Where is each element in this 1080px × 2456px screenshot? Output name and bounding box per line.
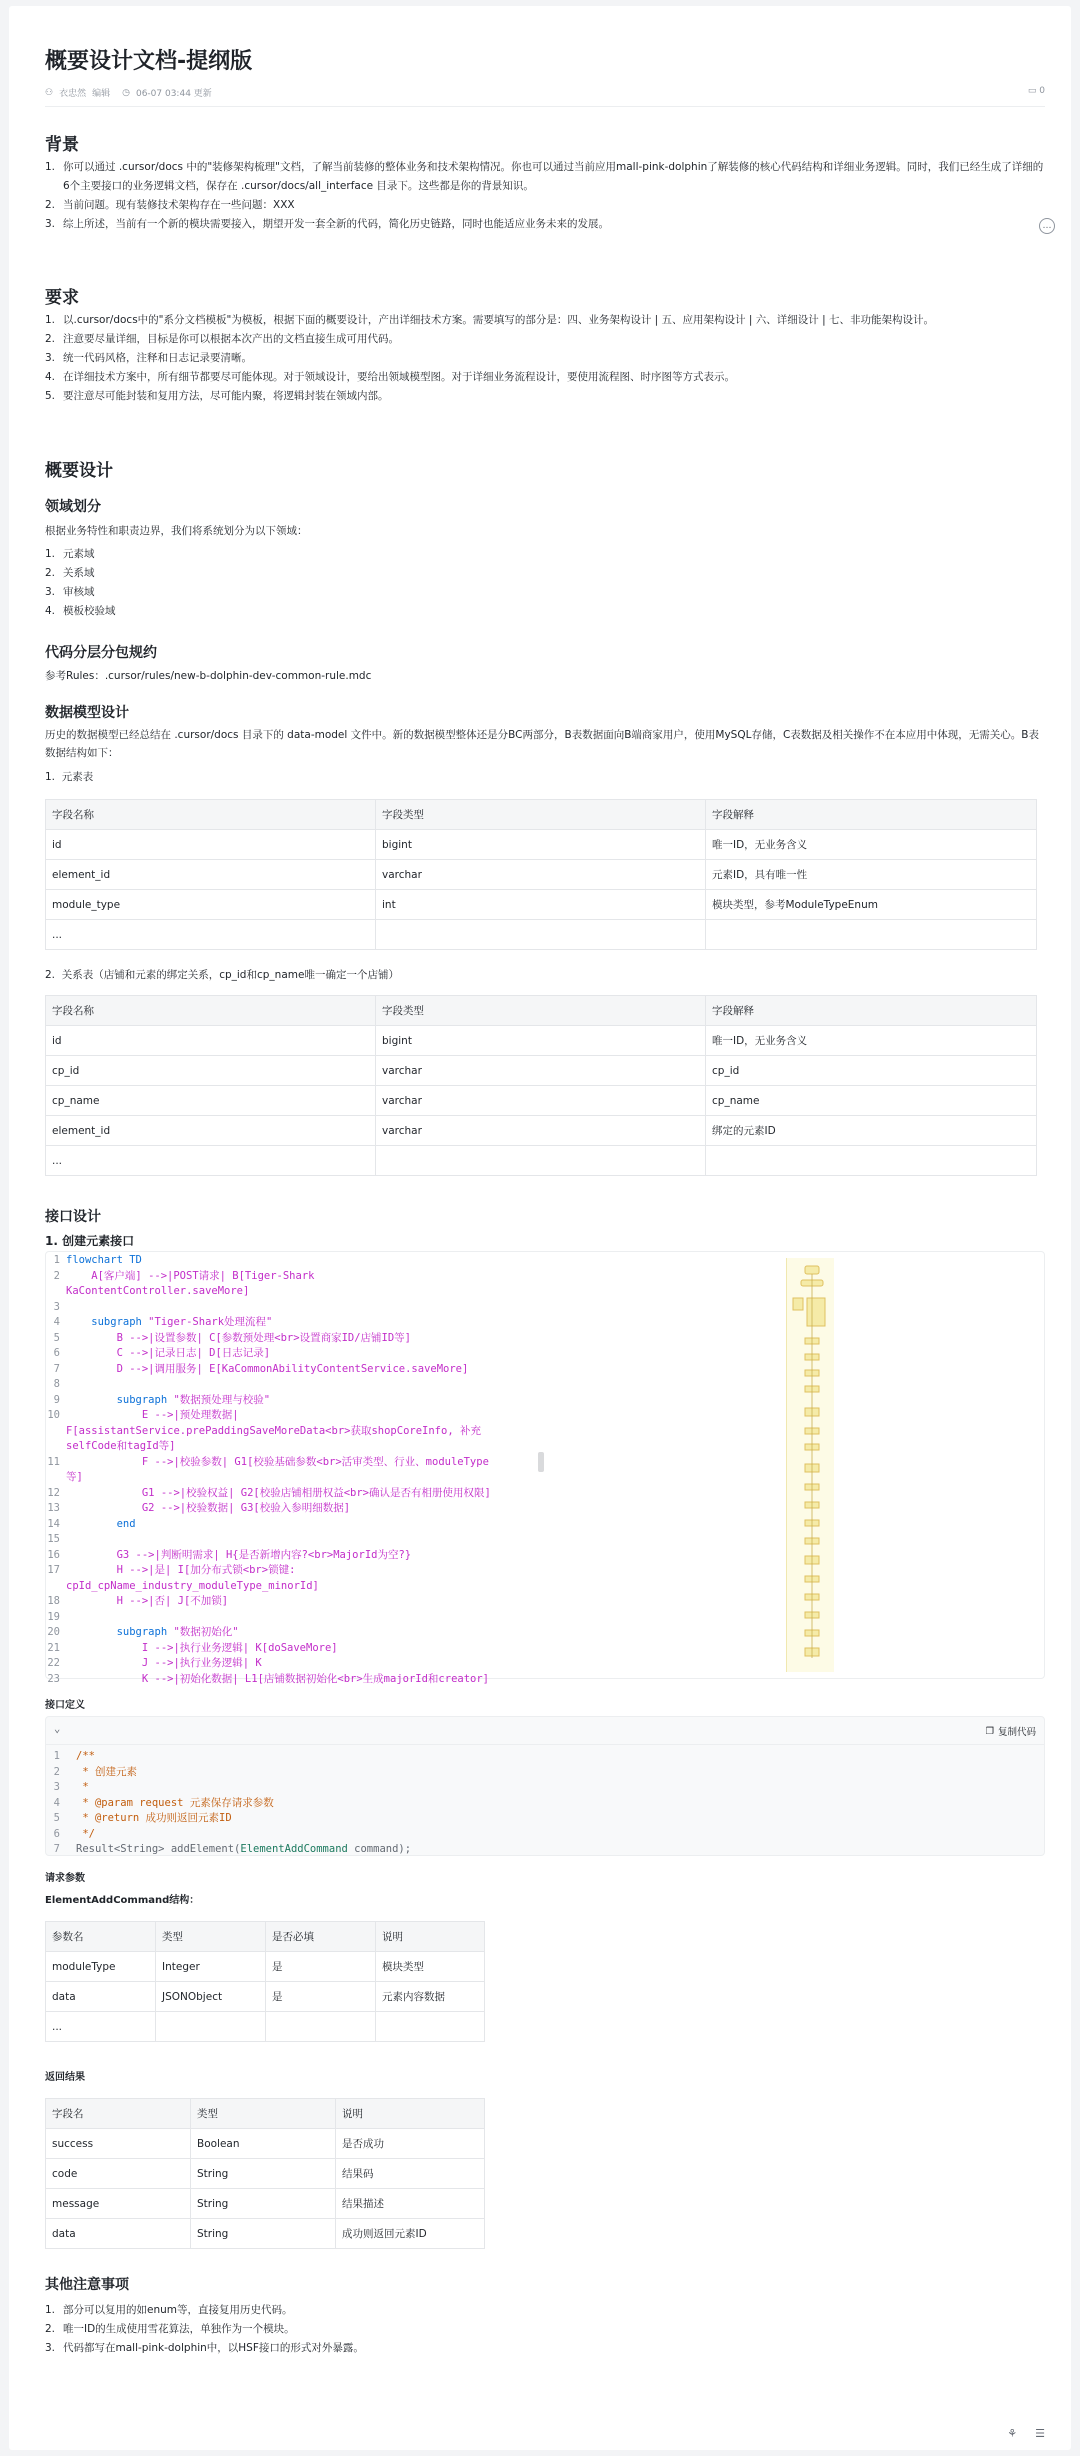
line-number: 14 xyxy=(47,1517,60,1530)
table-cell: int xyxy=(376,890,706,920)
domain-list xyxy=(45,545,1045,621)
table-cell: data xyxy=(46,1982,156,2012)
table-header-cell: 字段解释 xyxy=(706,996,1037,1026)
table-header-cell: 说明 xyxy=(336,2099,485,2129)
table-cell: cp_name xyxy=(46,1086,376,1116)
table-cell: 成功则返回元素ID xyxy=(336,2219,485,2249)
code-line xyxy=(46,1842,1044,1858)
table-cell: data xyxy=(46,2219,191,2249)
table-header-cell: 字段名称 xyxy=(46,800,376,830)
code-token: command); xyxy=(347,1843,412,1855)
model-intro: 历史的数据模型已经总结在 .cursor/docs 目录下的 data-model 文件中。新的数据模型整体还是分BC两部分，B表数据面向B端商家用户，使用MySQL存储，C表数据及相关操作不在本应用中体现，无需关心。B表数据结构如下： xyxy=(45,729,1039,759)
code-text: G1 -->|校验权益| G2[校验店铺相册权益<br>确认是否有相册使用权限] xyxy=(66,1486,491,1499)
list-item: 3. 代码都写在mall-pink-dolphin中，以HSF接口的形式对外暴露。 xyxy=(45,2339,1045,2358)
table-header-cell: 字段名称 xyxy=(46,996,376,1026)
line-number: 15 xyxy=(47,1533,60,1545)
outline-icon[interactable]: ☰ xyxy=(1035,2427,1045,2440)
line-number: 12 xyxy=(47,1486,60,1499)
table-cell: success xyxy=(46,2129,191,2159)
table-cell: cp_name xyxy=(706,1086,1037,1116)
code-line xyxy=(46,1331,1044,1347)
list-item-text: 部分可以复用的如enum等，直接复用历史代码。 xyxy=(63,2304,293,2316)
table-cell: moduleType xyxy=(46,1952,156,1982)
code-line xyxy=(46,1579,1044,1595)
line-number: 17 xyxy=(47,1564,60,1576)
background-list xyxy=(45,158,1045,234)
line-number: 6 xyxy=(53,1827,60,1840)
line-number: 22 xyxy=(47,1657,60,1669)
line-number: 4 xyxy=(53,1316,60,1328)
line-number: 20 xyxy=(47,1626,60,1638)
code-line xyxy=(46,1827,1044,1843)
code-line xyxy=(46,1672,1044,1688)
line-number: 5 xyxy=(53,1812,60,1824)
code-line xyxy=(46,1501,1044,1517)
table-cell: bigint xyxy=(376,1026,706,1056)
table-cell: element_id xyxy=(46,1116,376,1146)
list-item: 4. 在详细技术方案中，所有细节都要尽可能体现。对于领域设计，要给出领域模型图。对于详细业务流程设计，要使用流程图、时序图等方式表示。 xyxy=(45,368,1045,387)
code-text: F[assistantService.prePaddingSaveMoreData<br>获取shopCoreInfo, 补充 xyxy=(66,1424,481,1437)
table-cell: String xyxy=(191,2219,336,2249)
comments-count[interactable] xyxy=(1028,86,1045,96)
title-divider xyxy=(45,106,1045,107)
table2-title-text: 关系表（店铺和元素的绑定关系，cp_id和cp_name唯一确定一个店铺） xyxy=(61,969,399,981)
line-number: 2 xyxy=(53,1765,60,1778)
code-text: E -->|预处理数据| xyxy=(66,1409,239,1421)
list-item-text: 代码都写在mall-pink-dolphin中，以HSF接口的形式对外暴露。 xyxy=(63,2342,364,2354)
table-header-cell: 字段类型 xyxy=(376,996,706,1026)
list-item: 1. 部分可以复用的如enum等，直接复用历史代码。 xyxy=(45,2301,1045,2320)
line-number: 4 xyxy=(53,1796,60,1809)
line-number: 8 xyxy=(53,1378,60,1390)
table-row xyxy=(46,1146,1037,1176)
list-item-text: 关系域 xyxy=(63,567,95,579)
code-line xyxy=(46,1765,1044,1781)
table-row xyxy=(46,1026,1037,1056)
code-line xyxy=(46,1610,1044,1626)
copy-code-label: 复制代码 xyxy=(997,1727,1036,1738)
code-text: cpId_cpName_industry_moduleType_minorId] xyxy=(66,1579,319,1592)
list-item: 1. 以.cursor/docs中的"系分文档模板"为模板，根据下面的概要设计，产出详细技术方案。需要填写的部分是：四、业务架构设计 | 五、应用架构设计 | 六、详细设计 | 七、非功能架构设计。 xyxy=(45,311,1045,330)
code-text: G3 -->|判断明需求| H{是否新增内容?<br>MajorId为空?} xyxy=(66,1548,412,1561)
line-number xyxy=(46,1470,66,1486)
overview-heading: 概要设计 xyxy=(45,461,113,481)
code-text: subgraph "数据初始化" xyxy=(66,1626,239,1638)
ai-assistant-icon[interactable]: ⚘ xyxy=(1007,2427,1018,2440)
code-line xyxy=(46,1517,1044,1533)
document-page xyxy=(9,6,1071,2450)
code-text: flowchart TD xyxy=(66,1254,142,1266)
line-number: 13 xyxy=(47,1502,60,1514)
code-text: F -->|校验参数| G1[校验基础参数<br>活审类型、行业、moduleType xyxy=(66,1455,489,1468)
code-text: B -->|设置参数| C[参数预处理<br>设置商家ID/店铺ID等] xyxy=(66,1331,412,1344)
table-header-cell: 参数名 xyxy=(46,1922,156,1952)
list-item-text: 统一代码风格，注释和日志记录要清晰。 xyxy=(63,352,252,364)
line-number xyxy=(46,1284,66,1300)
code-text: H -->|是| I[加分布式锁<br>锁键: xyxy=(66,1564,296,1576)
resp-heading: 返回结果 xyxy=(45,2072,85,2083)
element-table xyxy=(45,799,1037,950)
code-text: C -->|记录日志| D[日志记录] xyxy=(66,1347,271,1359)
requirements-heading: 要求 xyxy=(45,288,79,308)
code-text xyxy=(66,1842,411,1858)
table-cell: code xyxy=(46,2159,191,2189)
table-cell: JSONObject xyxy=(156,1982,266,2012)
comment-icon: ▭ xyxy=(1027,86,1037,96)
code-line xyxy=(46,1780,1044,1796)
code-line xyxy=(46,1377,1044,1393)
table-cell: String xyxy=(191,2159,336,2189)
code-line xyxy=(46,1362,1044,1378)
relation-table xyxy=(45,995,1037,1176)
list-item-text: 审核域 xyxy=(63,586,95,598)
code-string: "数据初始化" xyxy=(167,1626,239,1638)
table-cell: bigint xyxy=(376,830,706,860)
list-item: 1. 元素域 xyxy=(45,545,1045,564)
table-cell: 模块类型 xyxy=(376,1952,485,1982)
doc-title: 概要设计文档-提纲版 xyxy=(45,49,253,74)
code-token: ElementAddCommand xyxy=(240,1843,348,1855)
table-cell: Integer xyxy=(156,1952,266,1982)
table-cell xyxy=(376,2012,485,2042)
chevron-down-icon[interactable]: ⌄ xyxy=(54,1723,61,1735)
code-line xyxy=(46,1656,1044,1672)
table-header-row xyxy=(46,800,1037,830)
line-number: 16 xyxy=(47,1548,60,1561)
table-cell: 元素内容数据 xyxy=(376,1982,485,2012)
code-text: subgraph "Tiger-Shark处理流程" xyxy=(66,1316,273,1328)
def-heading: 接口定义 xyxy=(45,1700,85,1711)
table-cell: Boolean xyxy=(191,2129,336,2159)
domain-intro: 根据业务特性和职责边界，我们将系统划分为以下领域： xyxy=(45,525,308,537)
code-line xyxy=(46,1548,1044,1564)
code-text: * @param request 元素保存请求参数 xyxy=(76,1796,274,1809)
table-cell: 结果码 xyxy=(336,2159,485,2189)
table-cell: varchar xyxy=(376,1056,706,1086)
list-item-text: 注意要尽量详细，目标是你可以根据本次产出的文档直接生成可用代码。 xyxy=(63,333,399,345)
response-table xyxy=(45,2098,485,2249)
table-cell: ... xyxy=(46,920,376,950)
table-row xyxy=(46,1056,1037,1086)
list-item: 2. 关系域 xyxy=(45,564,1045,583)
code-text: end xyxy=(66,1517,136,1530)
code-text: */ xyxy=(76,1827,95,1840)
req-struct: ElementAddCommand结构： xyxy=(45,1895,200,1906)
table-cell xyxy=(706,920,1037,950)
line-number: 7 xyxy=(53,1362,60,1375)
table1-title: 1. 元素表 xyxy=(45,771,94,783)
table-cell: varchar xyxy=(376,860,706,890)
list-item-text: 元素域 xyxy=(63,548,95,560)
table1-title-text: 元素表 xyxy=(61,771,94,783)
code-line xyxy=(46,1594,1044,1610)
minimap-shapes xyxy=(793,1266,825,1656)
line-number: 21 xyxy=(47,1641,60,1654)
table-header-row xyxy=(46,996,1037,1026)
table-row xyxy=(46,1116,1037,1146)
code-line xyxy=(46,1300,1044,1316)
line-number xyxy=(46,1424,66,1440)
code-text: KaContentController.saveMore] xyxy=(66,1285,250,1297)
table-cell xyxy=(376,1146,706,1176)
table-header-cell: 字段类型 xyxy=(376,800,706,830)
table-cell: ... xyxy=(46,1146,376,1176)
line-number xyxy=(46,1579,66,1595)
table-cell: String xyxy=(191,2189,336,2219)
line-number: 23 xyxy=(47,1672,60,1685)
doc-edit-label: 编辑 xyxy=(92,89,111,99)
list-item: 4. 模板校验域 xyxy=(45,602,1045,621)
table-cell: ... xyxy=(46,2012,156,2042)
minimap-svg xyxy=(787,1258,835,1672)
code-line xyxy=(46,1315,1044,1331)
table-row xyxy=(46,2219,485,2249)
list-item: 3. 综上所述，当前有一个新的模块需要接入，期望开发一套全新的代码，简化历史链路，同时也能适应业务未来的发展。 xyxy=(45,215,1045,234)
list-item-text: 在详细技术方案中，所有细节都要尽可能体现。对于领域设计，要给出领域模型图。对于详细业务流程设计，要使用流程图、时序图等方式表示。 xyxy=(63,371,735,383)
code-text: * 创建元素 xyxy=(76,1765,137,1778)
package-heading: 代码分层分包规约 xyxy=(45,645,157,661)
table-cell: 模块类型，参考ModuleTypeEnum xyxy=(706,890,1037,920)
table-header-cell: 说明 xyxy=(376,1922,485,1952)
table-row xyxy=(46,830,1037,860)
code-line xyxy=(46,1439,1044,1455)
table-row xyxy=(46,1982,485,2012)
table-cell: module_type xyxy=(46,890,376,920)
table-cell: 元素ID，具有唯一性 xyxy=(706,860,1037,890)
flowchart-code-block[interactable] xyxy=(45,1251,1045,1685)
line-number: 3 xyxy=(53,1300,60,1313)
code-text: G2 -->|校验数据| G3[校验入参明细数据] xyxy=(66,1502,351,1514)
table-header-cell: 类型 xyxy=(191,2099,336,2129)
notes-heading: 其他注意事项 xyxy=(45,2277,129,2293)
table-cell xyxy=(266,2012,376,2042)
def-code-lines xyxy=(46,1745,1044,1858)
list-item: 5. 要注意尽可能封装和复用方法，尽可能内聚，将逻辑封装在领域内部。 xyxy=(45,387,1045,406)
list-item: 2. 注意要尽量详细，目标是你可以根据本次产出的文档直接生成可用代码。 xyxy=(45,330,1045,349)
code-text: * @return 成功则返回元素ID xyxy=(76,1812,232,1824)
table-row xyxy=(46,2189,485,2219)
line-number: 5 xyxy=(53,1331,60,1344)
line-number: 9 xyxy=(53,1393,60,1406)
code-line xyxy=(46,1470,1044,1486)
table-cell: id xyxy=(46,1026,376,1056)
req-heading: 请求参数 xyxy=(45,1873,85,1884)
code-text: subgraph "数据预处理与校验" xyxy=(66,1393,271,1406)
list-item-text: 你可以通过 .cursor/docs 中的"装修架构梳理"文档，了解当前装修的整体业务和技术架构情况。你也可以通过当前应用mall-pink-dolphin了解装修的核心代码结构和详细业务逻辑。同时，我们已经生成了详细的6个主要接口的业务逻辑文档，保存在 .cursor/docs/all_interface 目录下。这些都是你的背景知识。 xyxy=(63,161,1044,192)
table-cell: element_id xyxy=(46,860,376,890)
table-cell: 是 xyxy=(266,1982,376,2012)
line-number: 1 xyxy=(53,1750,60,1762)
list-item-text: 要注意尽可能封装和复用方法，尽可能内聚，将逻辑封装在领域内部。 xyxy=(63,390,389,402)
table-header-cell: 字段名 xyxy=(46,2099,191,2129)
user-icon: ⚇ xyxy=(45,87,54,98)
code-token: Result<String> addElement( xyxy=(76,1843,241,1855)
background-heading: 背景 xyxy=(45,135,79,155)
table-row xyxy=(46,1086,1037,1116)
list-item: 3. 审核域 xyxy=(45,583,1045,602)
code-line xyxy=(46,1455,1044,1471)
notes-list xyxy=(45,2301,1045,2358)
table-cell: 唯一ID，无业务含义 xyxy=(706,1026,1037,1056)
code-line xyxy=(46,1811,1044,1827)
code-line xyxy=(46,1532,1044,1548)
table-cell: 唯一ID，无业务含义 xyxy=(706,830,1037,860)
code-line xyxy=(46,1796,1044,1812)
code-line xyxy=(46,1749,1044,1765)
copy-code-button[interactable] xyxy=(985,1724,1036,1738)
table-cell: cp_id xyxy=(706,1056,1037,1086)
package-text: 参考Rules：.cursor/rules/new-b-dolphin-dev-common-rule.mdc xyxy=(45,670,372,682)
code-string: "Tiger-Shark处理流程" xyxy=(141,1316,273,1328)
code-line xyxy=(46,1346,1044,1362)
code-line xyxy=(46,1284,1044,1300)
requirements-list xyxy=(45,311,1045,406)
list-item-text: 当前问题。现有装修技术架构存在一些问题：XXX xyxy=(63,199,295,211)
table-header-cell: 字段解释 xyxy=(706,800,1037,830)
code-text: D -->|调用服务| E[KaCommonAbilityContentService.saveMore] xyxy=(66,1362,469,1375)
clock-icon: ◷ xyxy=(122,87,130,98)
table-header-cell: 类型 xyxy=(156,1922,266,1952)
api-sub-heading: 1. 创建元素接口 xyxy=(45,1234,135,1248)
table-cell xyxy=(376,920,706,950)
domain-heading: 领域划分 xyxy=(45,499,101,515)
line-number: 19 xyxy=(47,1610,60,1623)
line-number: 6 xyxy=(53,1347,60,1359)
code-line xyxy=(46,1269,1044,1285)
table-cell: varchar xyxy=(376,1116,706,1146)
list-item-text: 唯一ID的生成使用雪花算法，单独作为一个模块。 xyxy=(63,2323,295,2335)
list-item: 2. 唯一ID的生成使用雪花算法，单独作为一个模块。 xyxy=(45,2320,1045,2339)
table2-title: 2. 关系表（店铺和元素的绑定关系，cp_id和cp_name唯一确定一个店铺） xyxy=(45,969,399,981)
line-number: 3 xyxy=(53,1781,60,1793)
code-string: "数据预处理与校验" xyxy=(167,1393,271,1406)
request-param-table xyxy=(45,1921,485,2042)
doc-timestamp: 06-07 03:44 更新 xyxy=(135,89,212,99)
table-cell: cp_id xyxy=(46,1056,376,1086)
code-text: H -->|否| J[不加锁] xyxy=(66,1595,229,1607)
code-text: /** xyxy=(76,1750,95,1762)
code-text: J -->|执行业务逻辑| K xyxy=(66,1657,262,1669)
flowchart-minimap[interactable] xyxy=(786,1258,834,1672)
code-line xyxy=(46,1563,1044,1579)
code-line xyxy=(46,1253,1044,1269)
table-cell: message xyxy=(46,2189,191,2219)
line-number xyxy=(46,1439,66,1455)
table-cell: 结果描述 xyxy=(336,2189,485,2219)
table-row xyxy=(46,890,1037,920)
line-number: 11 xyxy=(47,1455,60,1468)
list-item: 2. 当前问题。现有装修技术架构存在一些问题：XXX xyxy=(45,196,1045,215)
table-cell: 是否成功 xyxy=(336,2129,485,2159)
table-row xyxy=(46,920,1037,950)
list-item-text: 综上所述，当前有一个新的模块需要接入，期望开发一套全新的代码，简化历史链路，同时也能适应业务未来的发展。 xyxy=(63,218,609,230)
code-text: I -->|执行业务逻辑| K[doSaveMore] xyxy=(66,1641,338,1654)
doc-author[interactable]: 衣忠然 xyxy=(59,89,87,99)
code-text: 等] xyxy=(66,1471,83,1483)
list-item-text: 模板校验域 xyxy=(63,605,116,617)
code-line xyxy=(46,1486,1044,1502)
code-text: K -->|初始化数据| L1[店铺数据初始化<br>生成majorId和creator] xyxy=(66,1672,490,1685)
comment-float-icon[interactable]: … xyxy=(1039,218,1055,234)
copy-icon: ❐ xyxy=(985,1725,994,1737)
code-text: A[客户端] -->|POST请求| B[Tiger-Shark xyxy=(66,1269,315,1282)
table-header-cell: 是否必填 xyxy=(266,1922,376,1952)
code-scrollbar[interactable] xyxy=(538,1452,544,1472)
table-cell: 是 xyxy=(266,1952,376,1982)
code-line xyxy=(46,1424,1044,1440)
code-text: selfCode和tagId等] xyxy=(66,1440,176,1452)
list-item-text: 以.cursor/docs中的"系分文档模板"为模板，根据下面的概要设计，产出详细技术方案。需要填写的部分是：四、业务架构设计 | 五、应用架构设计 | 六、详细设计 | 七、非功能架构设计。 xyxy=(63,314,934,326)
interface-def-code-block[interactable] xyxy=(45,1716,1045,1856)
table-row xyxy=(46,860,1037,890)
code-line xyxy=(46,1625,1044,1641)
table-cell: varchar xyxy=(376,1086,706,1116)
code-line xyxy=(46,1641,1044,1657)
table-header-row xyxy=(46,1922,485,1952)
code-block-toolbar xyxy=(46,1717,1044,1745)
table-cell xyxy=(156,2012,266,2042)
flowchart-code-lines xyxy=(46,1252,1044,1687)
line-number: 7 xyxy=(53,1843,60,1855)
table-row xyxy=(46,2129,485,2159)
table-row xyxy=(46,2012,485,2042)
code-text: * xyxy=(76,1781,89,1793)
table-cell xyxy=(706,1146,1037,1176)
line-number: 10 xyxy=(47,1409,60,1421)
doc-meta xyxy=(45,86,212,99)
table-row xyxy=(46,2159,485,2189)
line-number: 1 xyxy=(53,1254,60,1266)
list-item: 1. 你可以通过 .cursor/docs 中的"装修架构梳理"文档，了解当前装修的整体业务和技术架构情况。你也可以通过当前应用mall-pink-dolphin了解装修的核心代码结构和详细业务逻辑。同时，我们已经生成了详细的6个主要接口的业务逻辑文档，保存在 .cursor/docs/all_interface 目录下。这些都是你的背景知识。 xyxy=(45,158,1045,196)
code-line xyxy=(46,1408,1044,1424)
list-item: 3. 统一代码风格，注释和日志记录要清晰。 xyxy=(45,349,1045,368)
table-cell: id xyxy=(46,830,376,860)
bottom-toolbar xyxy=(1007,2427,1045,2440)
model-heading: 数据模型设计 xyxy=(45,705,129,721)
line-number: 18 xyxy=(47,1595,60,1607)
api-heading: 接口设计 xyxy=(45,1209,101,1225)
code-line xyxy=(46,1393,1044,1409)
table-cell: 绑定的元素ID xyxy=(706,1116,1037,1146)
table-row xyxy=(46,1952,485,1982)
table-header-row xyxy=(46,2099,485,2129)
line-number: 2 xyxy=(53,1269,60,1282)
comments-count-value: 0 xyxy=(1039,86,1045,96)
